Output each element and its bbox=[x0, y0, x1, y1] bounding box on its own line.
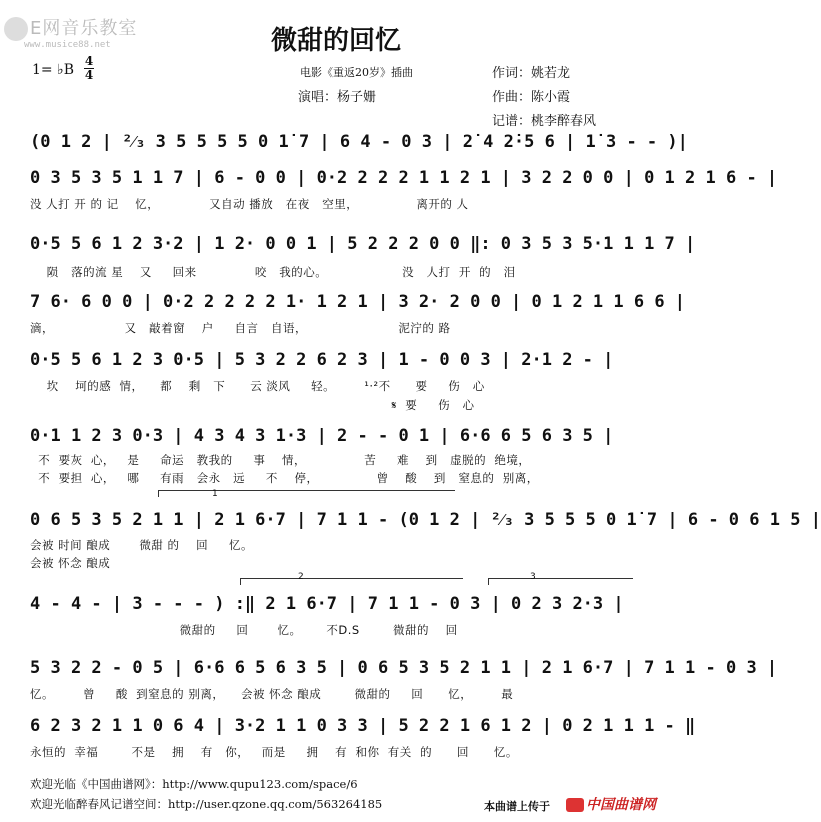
footer-link-2: 欢迎光临醉春风记谱空间：http://user.qzone.qq.com/563264185 bbox=[30, 797, 383, 811]
notation-row-3: 0·5 5 6 1 2 3·2 | 1 2· 0 0 1 | 5 2 2 2 0 0 ‖: 0 3 5 3 5·1 1 1 7 | bbox=[30, 234, 696, 254]
brand-icon bbox=[566, 798, 584, 812]
lyric-line-1: 没 人打 开 的 记 忆， 又自动 播放 在夜 空里， 离开的 人 bbox=[30, 197, 469, 211]
notation-row-9: 5 3 2 2 - 0 5 | 6·6 6 5 6 3 5 | 0 6 5 3 5 2 1 1 | 2 1 6·7 | 7 1 1 - 0 3 | bbox=[30, 658, 778, 678]
ending-bracket-2 bbox=[240, 578, 463, 585]
brand-logo bbox=[566, 794, 656, 814]
notation-row-2: 0 3 5 3 5 1 1 7 | 6 - 0 0 | 0·2 2 2 2 1 1 2 1 | 3 2 2 0 0 | 0 1 2 1 6 - | bbox=[30, 168, 778, 188]
ending-bracket-1 bbox=[158, 490, 455, 497]
lyricist-credit: 作词：姚若龙 bbox=[492, 66, 571, 81]
source-credit: 电影《重返20岁》插曲 bbox=[300, 66, 413, 79]
ending-number-1: 1 bbox=[212, 489, 218, 499]
composer-credit: 作曲：陈小霞 bbox=[492, 90, 571, 105]
ending-number-3: 3 bbox=[530, 572, 536, 582]
time-signature bbox=[84, 56, 94, 81]
footer-link-1: 欢迎光临《中国曲谱网》：http://www.qupu123.com/space/6 bbox=[30, 777, 358, 791]
transcriber-credit: 记谱：桃李醉春风 bbox=[492, 114, 597, 129]
time-sig-top: 4 bbox=[84, 54, 94, 68]
notation-row-10: 6 2 3 2 1 1 0 6 4 | 3·2 1 1 0 3 3 | 5 2 2 1 6 1 2 | 0 2 1 1 1 - ‖ bbox=[30, 716, 696, 736]
lyric-line-8: 会被 时间 酿成 微甜 的 回 忆。 bbox=[30, 538, 253, 552]
lyric-line-2: 陨 落的流 星 又 回来 咬 我的心。 没 人打 开 的 泪 bbox=[30, 265, 516, 279]
lyric-line-6: 不 要灰 心， 是 命运 教我的 事 情， 苦 难 到 虚脱的 绝境， bbox=[30, 453, 531, 467]
lyric-line-4: 坎 坷的感 情， 都 剩 下 云 淡风 轻。 ¹·²不 要 伤 心 bbox=[30, 379, 485, 393]
watermark-site: E网音乐教室 bbox=[30, 18, 138, 39]
watermark-url: www.musice88.net bbox=[24, 40, 111, 50]
lyric-line-7: 不 要担 心， 哪 有雨 会永 远 不 停， 曾 酸 到 窒息的 别离， bbox=[30, 471, 539, 485]
notation-row-5: 0·5 5 6 1 2 3 0·5 | 5 3 2 2 6 2 3 | 1 - 0 0 3 | 2·1 2 - | bbox=[30, 350, 614, 370]
notation-row-6: 0·1 1 2 3 0·3 | 4 3 4 3 1·3 | 2 - - 0 1 | 6·6 6 5 6 3 5 | bbox=[30, 426, 614, 446]
lyric-line-11: 忆。 曾 酸 到窒息的 别离， 会被 怀念 酿成 微甜的 回 忆， 最 bbox=[30, 687, 514, 701]
lyric-line-12: 永恒的 幸福 不是 拥 有 你， 而是 拥 有 和你 有关 的 回 忆。 bbox=[30, 745, 518, 759]
singer-credit: 演唱：杨子姗 bbox=[298, 90, 377, 105]
song-title: 微甜的回忆 bbox=[270, 26, 401, 56]
ending-number-2: 2 bbox=[298, 572, 304, 582]
notation-row-1: (0 1 2 | ²⁄₃ 3 5 5 5 5 0 1̇ 7 | 6 4 - 0 3 | 2̇ 4 2̇·5 6 | 1̇ 3 - - )| bbox=[30, 132, 688, 152]
notation-row-7: 0 6 5 3 5 2 1 1 | 2 1 6·7 | 7 1 1 - (0 1 2 | ²⁄₃ 3 5 5 5 0 1̇ 7 | 6 - 0 6 1 5 | bbox=[30, 510, 821, 530]
notation-row-4: 7 6· 6 0 0 | 0·2 2 2 2 2 1· 1 2 1 | 3 2· 2 0 0 | 0 1 2 1 1 6 6 | bbox=[30, 292, 686, 312]
lyric-line-3: 滴， 又 敲着窗 户 自言 自语， 泥泞的 路 bbox=[30, 321, 451, 335]
ending-bracket-3 bbox=[488, 578, 633, 585]
brand-name: 中国曲谱网 bbox=[586, 797, 656, 813]
lyric-line-5: 𝄋 要 伤 心 bbox=[30, 398, 475, 412]
upload-note: 本曲谱上传于 bbox=[484, 800, 550, 813]
lyric-line-9: 会被 怀念 酿成 bbox=[30, 556, 111, 570]
time-sig-bottom: 4 bbox=[84, 68, 94, 82]
lyric-line-10: 微甜的 回 忆。 不D.S 微甜的 回 bbox=[30, 623, 458, 637]
key-signature: 1= ♭B bbox=[32, 62, 74, 78]
notation-row-8: 4 - 4 - | 3 - - - ) :‖ 2 1 6·7 | 7 1 1 - 0 3 | 0 2 3 2·3 | bbox=[30, 594, 624, 614]
